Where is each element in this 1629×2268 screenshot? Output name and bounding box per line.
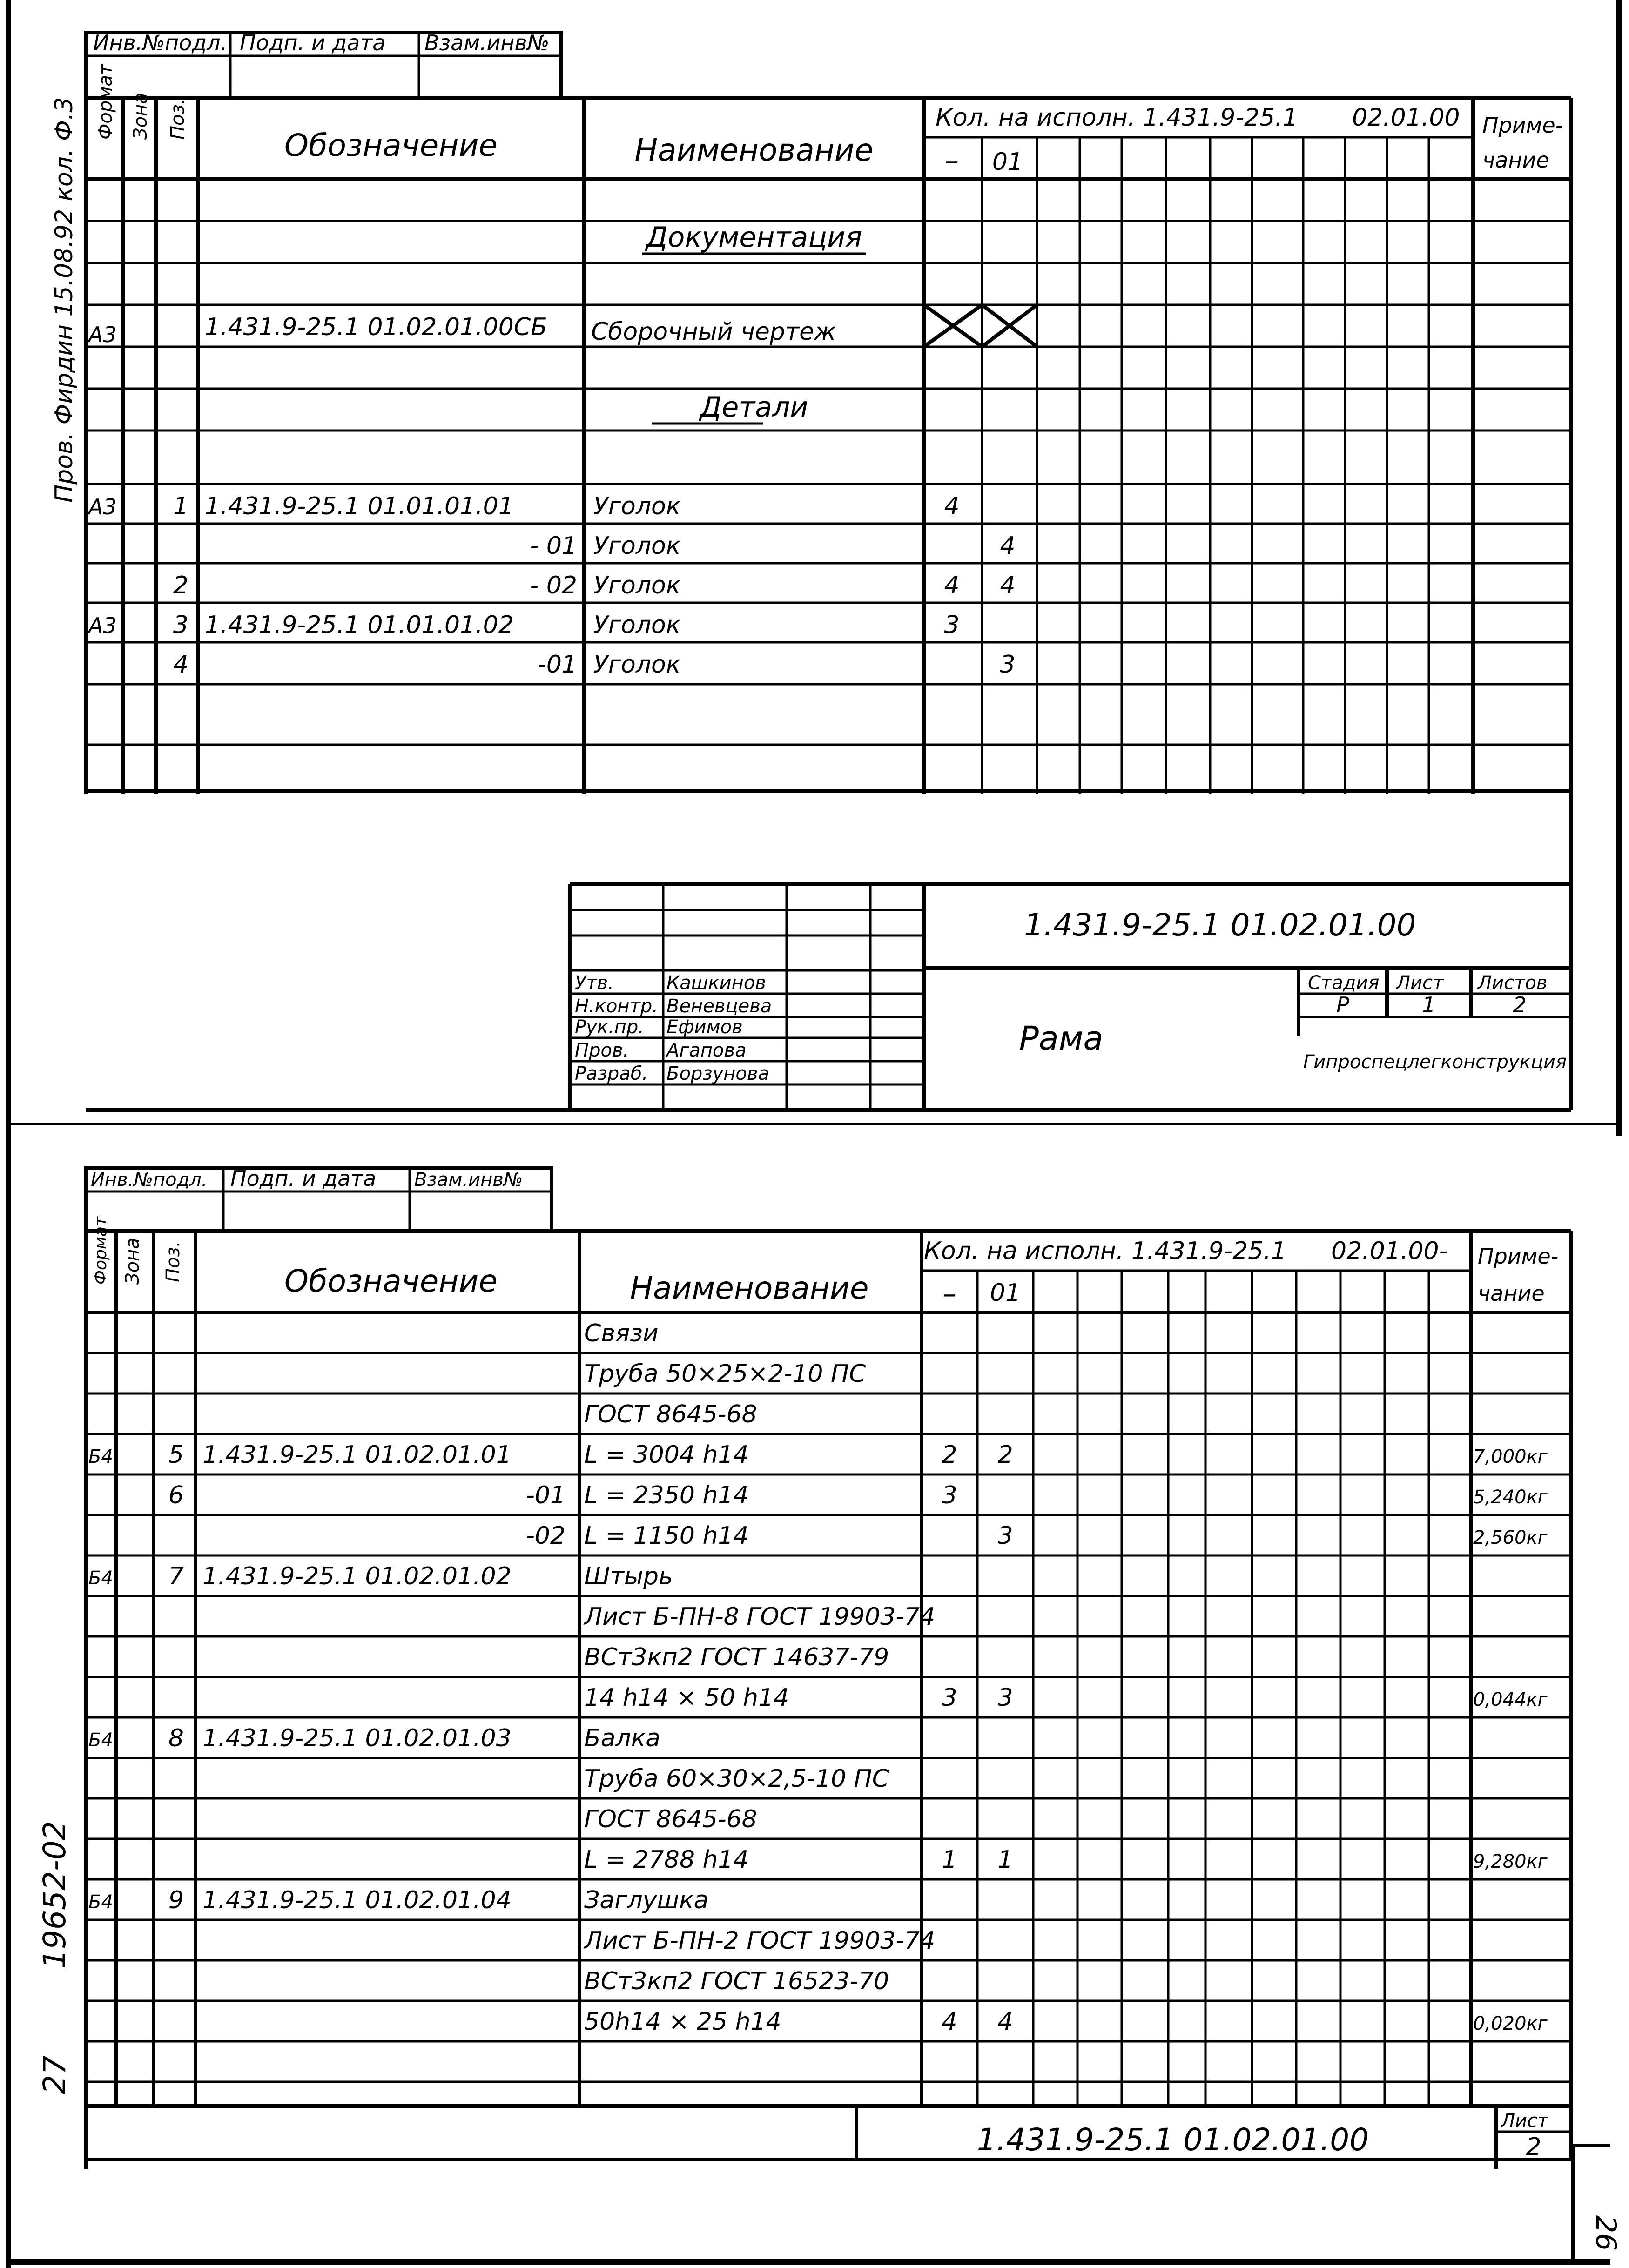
row-format: Б4 (88, 1891, 113, 1913)
stamp-inv-podl: Инв.№подл. (91, 1169, 208, 1191)
row-format: А3 (88, 322, 117, 347)
archive-number: 19652-02 (37, 1821, 73, 1969)
header-name: Наименование (630, 1270, 869, 1306)
title-block-code: 1.431.9-25.1 01.02.01.00 (1024, 907, 1416, 943)
row-qty-1: 3 (942, 1481, 957, 1509)
header-name: Наименование (634, 132, 874, 168)
row-format: А3 (88, 613, 117, 638)
page-number-left: 27 (37, 2055, 73, 2094)
row-designation: 1.431.9-25.1 01.02.01.04 (202, 1886, 512, 1914)
row-qty-1: 4 (944, 492, 960, 520)
row-designation-suffix: - 02 (530, 572, 577, 599)
row-name: Сборочный чертеж (591, 318, 836, 346)
header-note-2: чание (1482, 148, 1549, 173)
row-designation-suffix: -02 (526, 1522, 565, 1550)
signature-role: Рук.пр. (575, 1016, 644, 1038)
row-name: ВСт3кп2 ГОСТ 16523-70 (584, 1967, 889, 1995)
row-name: Уголок (593, 651, 681, 679)
sheet-value: 1 (1422, 992, 1436, 1017)
row-qty-2: 4 (1000, 572, 1016, 599)
signature-name: Кашкинов (666, 972, 766, 994)
row-designation: 1.431.9-25.1 01.02.01.01 (202, 1441, 512, 1469)
row-note: 9,280кг (1473, 1851, 1548, 1872)
footer-code: 1.431.9-25.1 01.02.01.00 (976, 2122, 1369, 2158)
sheets-label: Листов (1478, 972, 1548, 994)
section-parts: Детали (700, 391, 808, 424)
row-name: Уголок (593, 532, 681, 560)
row-name: Лист Б-ПН-8 ГОСТ 19903-74 (584, 1603, 936, 1631)
footer-sheet-label: Лист (1501, 2110, 1548, 2132)
signature-name: Ефимов (666, 1016, 743, 1038)
row-name: Уголок (593, 611, 681, 639)
row-qty-2: 3 (997, 1684, 1013, 1712)
header-pos: Поз. (167, 98, 188, 140)
side-note: Пров. Фирдин 15.08.92 кол. Ф.3 (50, 97, 78, 503)
row-note: 7,000кг (1473, 1446, 1548, 1467)
footer-sheet-value: 2 (1526, 2133, 1541, 2161)
row-qty-1: 2 (942, 1441, 957, 1469)
row-name: 50h14 × 25 h14 (584, 2008, 781, 2036)
page-number-right: 26 (1589, 2215, 1622, 2251)
row-pos: 8 (168, 1724, 184, 1752)
stage-label: Стадия (1308, 972, 1380, 994)
row-name: Труба 60×30×2,5-10 ПС (584, 1765, 889, 1793)
row-name: Штырь (584, 1562, 673, 1590)
header-pos: Поз. (162, 1241, 184, 1282)
row-pos: 2 (173, 572, 188, 599)
row-note: 0,020кг (1473, 2013, 1548, 2034)
row-qty-2: 2 (997, 1441, 1013, 1469)
stamp-vzam-inv: Взам.инв№ (424, 30, 550, 55)
row-qty-1: 3 (944, 611, 960, 639)
row-name: ГОСТ 8645-68 (584, 1805, 757, 1833)
row-designation-suffix: - 01 (530, 532, 577, 560)
header-note-1: Приме- (1478, 1244, 1559, 1269)
header-qty-label: Кол. на исполн. 1.431.9-25.1 (936, 104, 1298, 132)
signature-role: Утв. (575, 972, 614, 994)
header-col-dash: – (945, 144, 959, 177)
row-note: 0,044кг (1473, 1689, 1548, 1710)
sheet-label: Лист (1396, 972, 1444, 994)
row-qty-2: 1 (997, 1846, 1013, 1874)
row-pos: 9 (168, 1886, 184, 1914)
header-designation: Обозначение (284, 128, 498, 163)
row-qty-1: 4 (942, 2008, 957, 2036)
row-designation-suffix: -01 (526, 1481, 565, 1509)
row-designation: 1.431.9-25.1 01.01.01.02 (205, 611, 514, 639)
row-name: Заглушка (584, 1886, 709, 1914)
row-qty-2: 4 (1000, 532, 1016, 560)
row-pos: 4 (173, 651, 188, 679)
header-designation: Обозначение (284, 1263, 498, 1299)
row-name: L = 3004 h14 (584, 1441, 749, 1469)
organization-name: Гипроспецлегконструкция (1303, 1051, 1567, 1073)
signature-role: Н.контр. (575, 996, 658, 1017)
row-designation: 1.431.9-25.1 01.01.01.01 (205, 492, 514, 520)
sheets-value: 2 (1513, 992, 1527, 1017)
header-note-2: чание (1478, 1281, 1545, 1306)
header-format: Формат (95, 64, 116, 140)
header-qty-label: Кол. на исполн. 1.431.9-25.1 (924, 1237, 1286, 1265)
stamp-podp-data: Подп. и дата (230, 1166, 377, 1191)
row-pos: 1 (173, 492, 188, 520)
row-note: 5,240кг (1473, 1487, 1548, 1508)
signature-name: Агапова (666, 1040, 747, 1061)
header-col-01: 01 (990, 1279, 1021, 1307)
header-zone: Зона (122, 1238, 143, 1285)
row-name: Лист Б-ПН-2 ГОСТ 19903-74 (584, 1927, 936, 1955)
header-qty-code: 02.01.00- (1331, 1237, 1448, 1265)
row-designation: 1.431.9-25.1 01.02.01.02 (202, 1562, 512, 1590)
row-designation: 1.431.9-25.1 01.02.01.00СБ (205, 313, 547, 341)
row-qty-1: 3 (942, 1684, 957, 1712)
row-qty-1: 4 (944, 572, 960, 599)
row-qty-1: 1 (942, 1846, 957, 1874)
row-name: L = 2788 h14 (584, 1846, 749, 1874)
row-format: Б4 (88, 1446, 113, 1467)
row-name: Труба 50×25×2-10 ПС (584, 1360, 866, 1388)
row-name: Связи (584, 1319, 659, 1347)
row-qty-2: 3 (1000, 651, 1016, 679)
row-format: Б4 (88, 1568, 113, 1589)
stamp-vzam-inv: Взам.инв№ (414, 1169, 523, 1191)
row-name: Балка (584, 1724, 661, 1752)
stage-value: Р (1336, 992, 1349, 1017)
row-qty-2: 4 (997, 2008, 1013, 2036)
row-pos: 5 (168, 1441, 184, 1469)
header-col-01: 01 (992, 148, 1023, 176)
row-pos: 6 (168, 1481, 184, 1509)
row-note: 2,560кг (1473, 1527, 1548, 1548)
signature-role: Разраб. (575, 1063, 648, 1084)
section-documentation: Документация (646, 221, 862, 254)
header-qty-code: 02.01.00 (1352, 104, 1460, 132)
row-designation: 1.431.9-25.1 01.02.01.03 (202, 1724, 512, 1752)
stamp-inv-podl: Инв.№подл. (93, 30, 228, 55)
row-format: Б4 (88, 1730, 113, 1751)
signature-role: Пров. (575, 1040, 629, 1061)
signature-name: Веневцева (666, 996, 772, 1017)
row-name: 14 h14 × 50 h14 (584, 1684, 789, 1712)
row-name: L = 1150 h14 (584, 1522, 749, 1550)
row-name: Уголок (593, 492, 681, 520)
signature-name: Борзунова (666, 1063, 769, 1084)
row-qty-2: 3 (997, 1522, 1013, 1550)
header-format: Формат (91, 1216, 110, 1285)
row-name: Уголок (593, 572, 681, 599)
row-format: А3 (88, 494, 117, 519)
row-name: ГОСТ 8645-68 (584, 1400, 757, 1428)
row-pos: 3 (173, 611, 188, 639)
row-name: L = 2350 h14 (584, 1481, 749, 1509)
stamp-podp-data: Подп. и дата (240, 30, 386, 55)
header-note-1: Приме- (1482, 113, 1563, 138)
header-zone: Зона (130, 93, 151, 140)
row-pos: 7 (168, 1562, 184, 1590)
title-block-title: Рама (1019, 1019, 1104, 1057)
row-name: ВСт3кп2 ГОСТ 14637-79 (584, 1643, 889, 1671)
row-designation-suffix: -01 (538, 651, 577, 679)
header-col-dash: – (942, 1278, 956, 1310)
